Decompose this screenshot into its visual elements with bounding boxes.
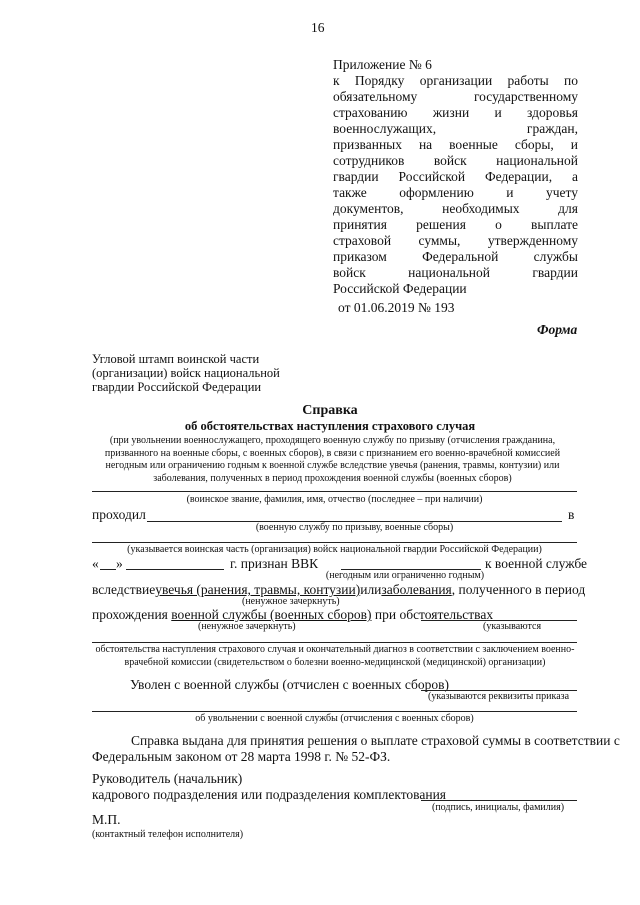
hint-strike-1: (ненужное зачеркнуть) [242,596,340,607]
appendix-line: войск национальной гвардии [333,265,578,280]
purpose-line: заболевания, полученных в период прохождения военной службы (военных сборов) [153,472,512,484]
purpose-note [80,435,585,485]
hint-dismissal: об увольнении с военной службы (отчисления с военных сборов) [195,713,474,724]
hint-order: (указываются реквизиты приказа [428,691,570,702]
hint-signature: (подпись, инициалы, фамилия) [432,802,565,813]
stamp-line: Угловой штамп воинской части [92,352,260,366]
appendix-line: приказом Федеральной службы [333,249,578,264]
hint-fitness: (негодным или ограниченно годным) [325,570,485,581]
dismissed-label: Уволен с военной службы (отчислен с военных сборов) [130,677,449,692]
date-quote-open: « [92,556,99,571]
appendix-line: страховой суммы, утвержденному [333,233,578,248]
label-v: в [568,507,575,522]
issued-line-1: Справка выдана для принятия решения о выплате страховой суммы в соответствии с [131,733,620,748]
name-field[interactable] [92,491,577,492]
unit-field[interactable] [92,542,577,543]
issued-line-2: Федеральным законом от 28 марта 1998 г. № 52-ФЗ. [92,749,391,764]
appendix-line: также оформлению и учету [333,185,578,200]
diagnosis-hint [85,644,585,669]
day-field[interactable] [100,569,116,570]
service-option[interactable]: военной службы (военных сборов) [171,607,372,622]
appendix-line: принятия решения о выплате [333,217,578,232]
corner-stamp-area [92,352,280,394]
passage-word: прохождения [92,607,168,622]
stamp-line: гвардии Российской Федерации [92,380,262,394]
hint-specify: (указываются [483,621,542,632]
hint-service: (военную службу по призыву, военные сборы) [255,522,454,533]
label-served: проходил [92,507,146,522]
signature-field[interactable] [421,800,577,801]
consequence-or: или [360,582,382,597]
head-line-1: Руководитель (начальник) [92,771,243,786]
stamp-line: (организации) войск национальной [92,366,280,380]
appendix-title: Приложение № 6 [333,57,432,72]
appendix-line-last: Российской Федерации [333,281,467,296]
phone-hint: (контактный телефон исполнителя) [92,829,244,840]
consequence-word: вследствие [92,582,156,597]
appendix-line: гвардии Российской Федерации, а [333,169,578,184]
appendix-line: военнослужащих, граждан, [333,121,578,136]
injury-option[interactable]: увечья (ранения, травмы, контузии) [155,582,361,597]
diagnosis-field[interactable] [92,642,577,643]
appendix-line: обязательному государственному [333,89,578,104]
passage-rest: при обстоятельствах [374,607,494,622]
purpose-line: негодным или ограничению годным к военной службе вследствие увечья (ранения, травмы, контузии) или [105,460,560,471]
appendix-date: от 01.06.2019 № 193 [338,300,455,315]
appendix-line: к Порядку организации работы по [333,73,578,88]
form-label: Форма [537,322,578,337]
consequence-rest: , полученного в период [451,582,586,597]
dismissal-details-field[interactable] [92,711,577,712]
diagnosis-line: обстоятельства наступления страхового случая и окончательный диагноз в соответствии с заключением военно- [95,644,575,655]
appendix-line: страхованию жизни и здоровья [333,105,578,120]
appendix-line: сотрудников войск национальной [333,153,578,168]
purpose-line: (при увольнении военнослужащего, проходящего военную службу по призыву (отчисления гражданина, [109,435,556,446]
disease-option[interactable]: заболевания [381,582,452,597]
label-year: г. признан ВВК [230,556,319,571]
document-title: Справка [302,403,358,418]
page-number: 16 [311,20,325,35]
head-line-2: кадрового подразделения или подразделения комплектования [92,787,447,802]
purpose-line: призванного на военные сборы, с военных сборов), в связи с признанием его военно-врачебной комиссией [104,447,561,459]
month-year-field[interactable] [126,569,224,570]
diagnosis-line: врачебной комиссии (свидетельством о болезни военно-медицинской (медицинской) организации) [124,656,546,668]
hint-name: (воинское звание, фамилия, имя, отчество (последнее – при наличии) [186,494,483,505]
date-quote-close: » [116,556,123,571]
label-to-service: к военной службе [485,556,588,571]
appendix-line: документов, необходимых для [333,201,578,216]
hint-strike-2: (ненужное зачеркнуть) [198,621,296,632]
document-subtitle: об обстоятельствах наступления страхового случая [184,419,476,433]
appendix-line: призванных на военные сборы, и [333,137,578,152]
hint-unit: (указывается воинская часть (организация) войск национальной гвардии Российской Федерации) [127,544,542,555]
seal-place: М.П. [92,812,121,827]
